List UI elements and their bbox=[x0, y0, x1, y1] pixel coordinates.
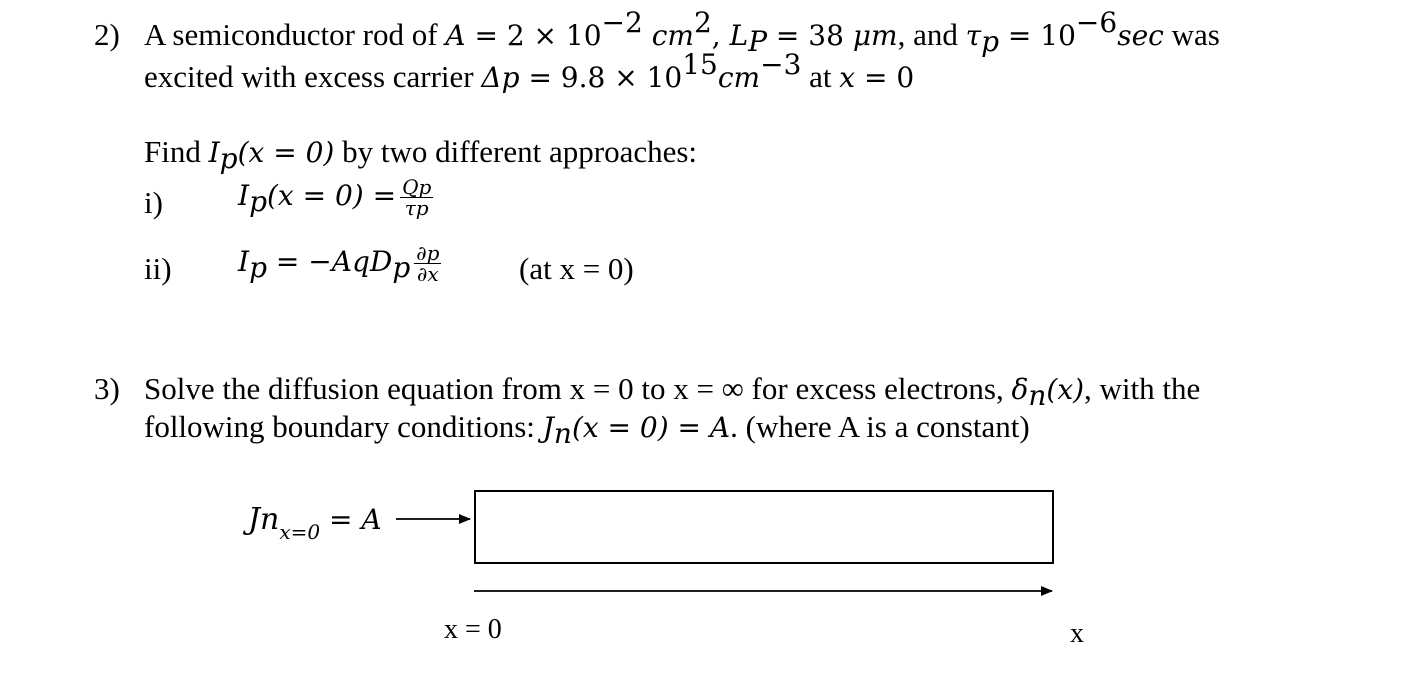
problem-3-number: 3) bbox=[94, 371, 120, 406]
text: A semiconductor rod of bbox=[144, 17, 446, 52]
math-unit: μm bbox=[852, 19, 898, 52]
math: = 10 bbox=[999, 19, 1076, 52]
text: , and bbox=[897, 17, 966, 52]
fraction-denominator: τp bbox=[404, 196, 429, 221]
text: by two different approaches: bbox=[334, 134, 698, 169]
math-unit: cm bbox=[642, 19, 694, 52]
math-arg: (x = 0) = A bbox=[571, 411, 731, 444]
math-unit: sec bbox=[1117, 19, 1164, 52]
math-i: I bbox=[238, 245, 250, 278]
text: , with the bbox=[1084, 371, 1201, 406]
math-i: I bbox=[238, 179, 250, 212]
math-a: A bbox=[445, 19, 466, 52]
subscript: p bbox=[249, 251, 267, 284]
subscript: n bbox=[553, 417, 572, 450]
math: = 38 bbox=[767, 19, 853, 52]
problem-2-number: 2) bbox=[94, 17, 120, 52]
x-axis-label: x bbox=[1070, 618, 1084, 649]
subscript: p bbox=[219, 142, 238, 175]
item-i-label: i) bbox=[144, 185, 163, 220]
math-tau: τ bbox=[965, 19, 982, 52]
math-jn: Jn bbox=[248, 502, 280, 537]
math-delta: δ bbox=[1011, 373, 1029, 406]
exponent: −3 bbox=[760, 48, 802, 81]
math-arg: (x = 0) bbox=[237, 136, 335, 169]
subscript: n bbox=[1028, 379, 1047, 412]
math: = 0 bbox=[855, 61, 915, 94]
text: excited with excess carrier bbox=[144, 59, 482, 94]
text: following boundary conditions: bbox=[144, 409, 543, 444]
exponent: −6 bbox=[1075, 6, 1118, 39]
item-ii-note: (at x = 0) bbox=[519, 251, 634, 286]
math-arg: (x = 0) = bbox=[267, 179, 397, 212]
math-i: I bbox=[208, 136, 220, 169]
math-x: x bbox=[839, 61, 856, 94]
x-zero-label: x = 0 bbox=[444, 614, 502, 645]
math-unit: cm bbox=[717, 61, 761, 94]
text: Solve the diffusion equation from x = 0 to x = ∞ for excess electrons, bbox=[144, 371, 1012, 406]
subscript: x=0 bbox=[279, 520, 321, 544]
math-eq-a: = A bbox=[320, 503, 382, 536]
exponent: 15 bbox=[682, 48, 718, 81]
math: = 2 × 10 bbox=[465, 19, 602, 52]
math-l: L bbox=[729, 19, 749, 52]
fraction-numerator: Qp bbox=[402, 175, 432, 200]
subscript: p bbox=[249, 185, 267, 218]
math-rhs: = −AqD bbox=[267, 245, 393, 278]
text: at bbox=[801, 59, 840, 94]
item-ii-label: ii) bbox=[144, 251, 172, 286]
exponent: 2 bbox=[693, 6, 712, 39]
math: , bbox=[711, 19, 730, 52]
exponent: −2 bbox=[601, 6, 643, 39]
semiconductor-rod-box bbox=[475, 491, 1053, 563]
subscript: P bbox=[748, 25, 768, 58]
subscript: p bbox=[392, 251, 411, 284]
text: Find bbox=[144, 134, 209, 169]
math-j: J bbox=[542, 411, 554, 444]
fraction-denominator: ∂x bbox=[417, 262, 439, 287]
text: . (where A is a constant) bbox=[730, 409, 1030, 444]
text: was bbox=[1163, 17, 1220, 52]
fraction-numerator: ∂p bbox=[416, 241, 440, 266]
math-arg: (x) bbox=[1046, 373, 1085, 406]
subscript: p bbox=[981, 25, 1000, 58]
math: = 9.8 × 10 bbox=[519, 61, 683, 94]
math-delta-p: Δp bbox=[481, 61, 520, 94]
